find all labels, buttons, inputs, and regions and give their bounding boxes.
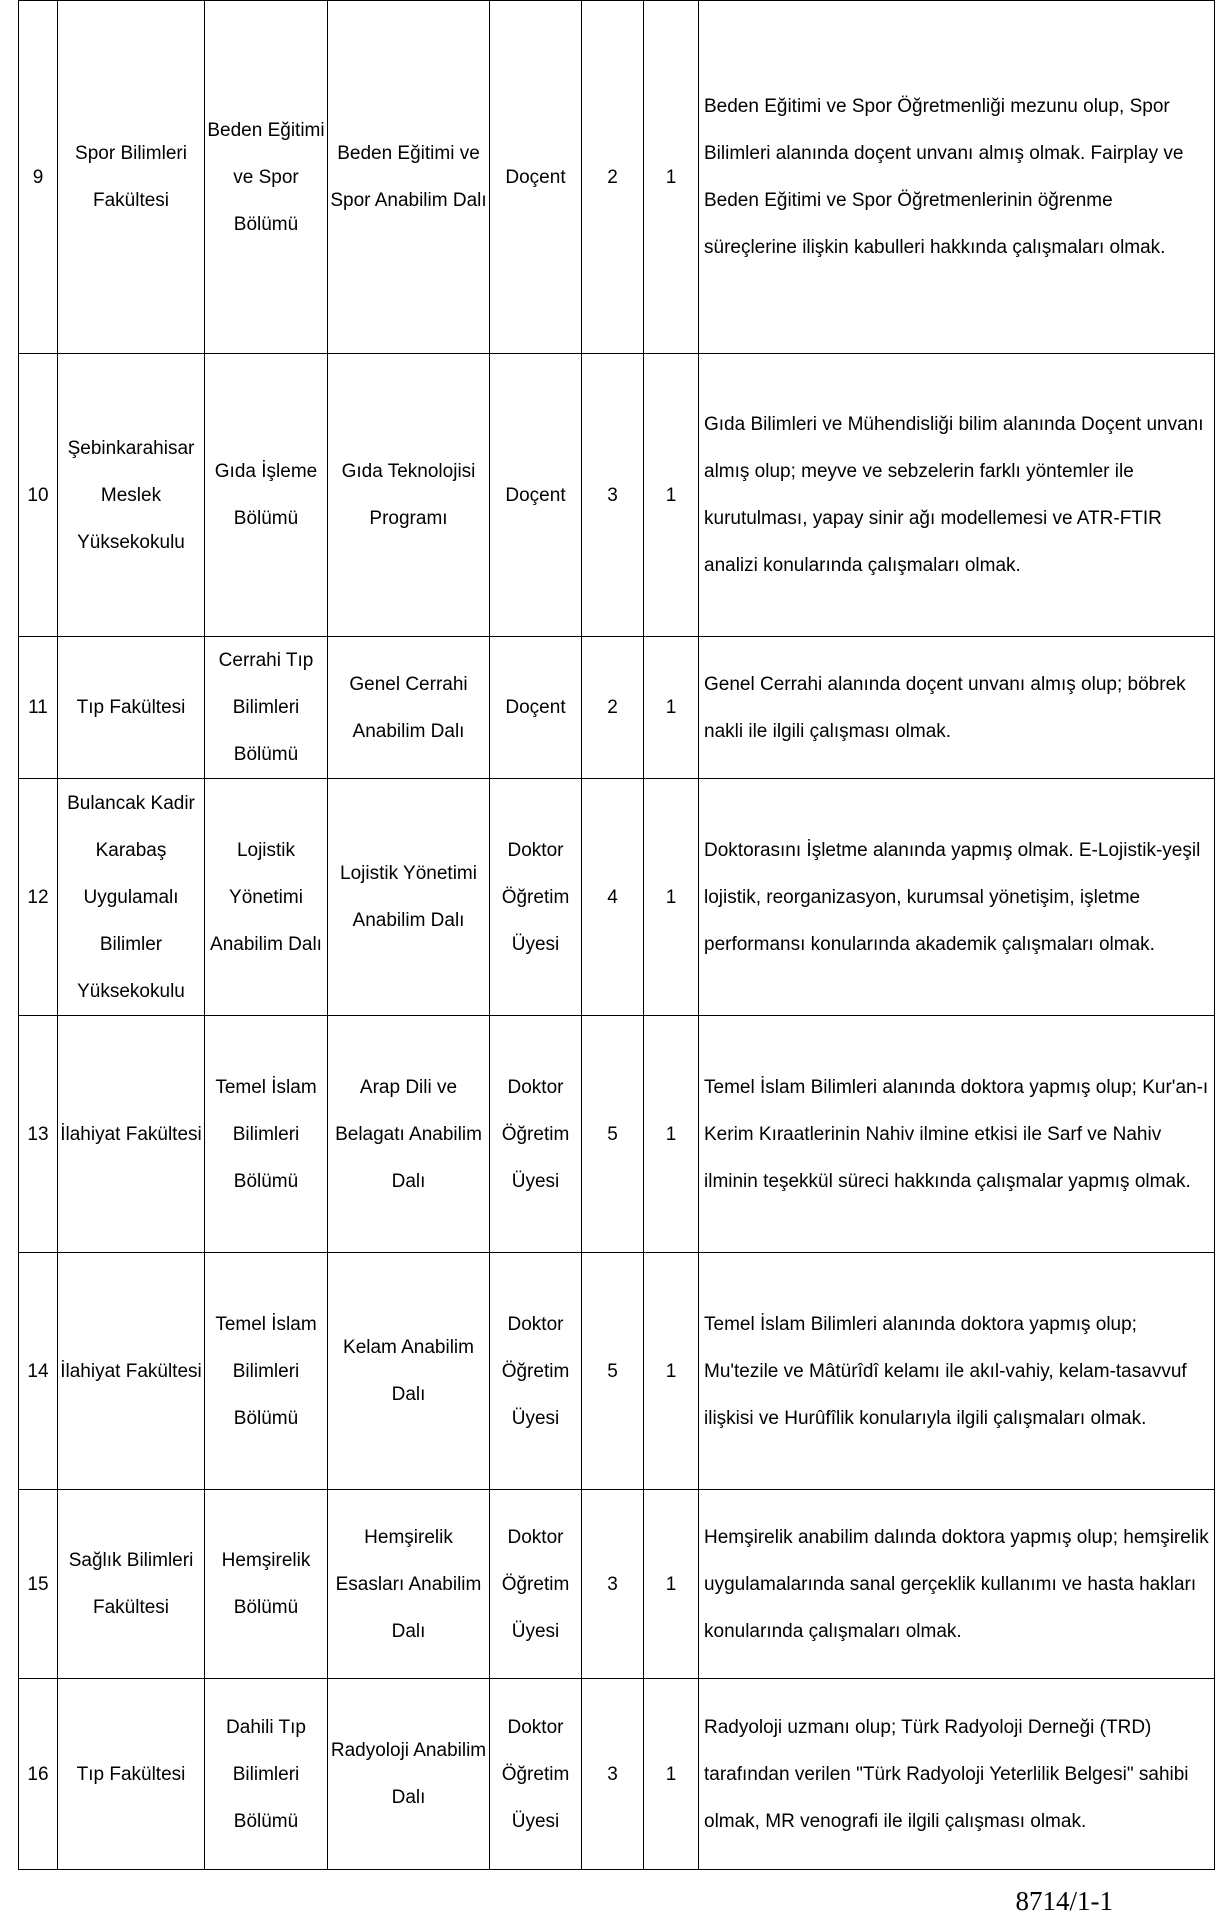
department-cell: Beden Eğitimi ve Spor Bölümü (205, 1, 328, 354)
count-cell: 1 (644, 637, 699, 779)
department-cell: Cerrahi Tıp Bilimleri Bölümü (205, 637, 328, 779)
program-cell: Genel Cerrahi Anabilim Dalı (328, 637, 490, 779)
count-cell: 1 (644, 1253, 699, 1490)
department-cell: Dahili Tıp Bilimleri Bölümü (205, 1679, 328, 1870)
unit-cell: Tıp Fakültesi (58, 637, 205, 779)
title-cell: Doktor Öğretim Üyesi (490, 1490, 582, 1679)
degree-cell: 3 (582, 354, 644, 637)
requirement-cell: Beden Eğitimi ve Spor Öğretmenliği mezunu olup, Spor Bilimleri alanında doçent unvanı almış olmak. Fairplay ve Beden Eğitimi ve Spor Öğretmenlerinin öğrenme süreçlerine ilişkin kabulleri hakkında çalışmaları olmak. (699, 1, 1215, 354)
requirement-cell: Hemşirelik anabilim dalında doktora yapmış olup; hemşirelik uygulamalarında sanal gerçeklik kullanımı ve hasta hakları konularında çalışmaları olmak. (699, 1490, 1215, 1679)
requirement-cell: Radyoloji uzmanı olup; Türk Radyoloji Derneği (TRD) tarafından verilen "Türk Radyoloji Yeterlilik Belgesi" sahibi olmak, MR venografi ile ilgili çalışması olmak. (699, 1679, 1215, 1870)
degree-cell: 2 (582, 1, 644, 354)
degree-cell: 5 (582, 1253, 644, 1490)
unit-cell: Tıp Fakültesi (58, 1679, 205, 1870)
unit-cell: İlahiyat Fakültesi (58, 1016, 205, 1253)
degree-cell: 4 (582, 779, 644, 1016)
table-row (19, 1253, 1215, 1490)
count-cell: 1 (644, 1490, 699, 1679)
degree-cell: 3 (582, 1490, 644, 1679)
title-cell: Doçent (490, 354, 582, 637)
title-cell: Doçent (490, 1, 582, 354)
program-cell: Lojistik Yönetimi Anabilim Dalı (328, 779, 490, 1016)
row-number: 11 (19, 637, 58, 779)
requirement-cell: Temel İslam Bilimleri alanında doktora yapmış olup; Kur'an-ı Kerim Kıraatlerinin Nahiv ilmine etkisi ile Sarf ve Nahiv ilminin teşekkül süreci hakkında çalışmalar yapmış olmak. (699, 1016, 1215, 1253)
title-cell: Doktor Öğretim Üyesi (490, 1679, 582, 1870)
table-row (19, 1, 1215, 354)
row-number: 15 (19, 1490, 58, 1679)
table-row (19, 637, 1215, 779)
title-cell: Doktor Öğretim Üyesi (490, 779, 582, 1016)
row-number: 9 (19, 1, 58, 354)
unit-cell: Sağlık Bilimleri Fakültesi (58, 1490, 205, 1679)
requirement-cell: Temel İslam Bilimleri alanında doktora yapmış olup; Mu'tezile ve Mâtürîdî kelamı ile akıl-vahiy, kelam-tasavvuf ilişkisi ve Hurûfîlik konularıyla ilgili çalışmaları olmak. (699, 1253, 1215, 1490)
table-row (19, 1016, 1215, 1253)
table-row (19, 779, 1215, 1016)
department-cell: Lojistik Yönetimi Anabilim Dalı (205, 779, 328, 1016)
unit-cell: Şebinkarahisar Meslek Yüksekokulu (58, 354, 205, 637)
count-cell: 1 (644, 1679, 699, 1870)
requirement-cell: Gıda Bilimleri ve Mühendisliği bilim alanında Doçent unvanı almış olup; meyve ve sebzelerin farklı yöntemler ile kurutulması, yapay sinir ağı modellemesi ve ATR-FTIR analizi konularında çalışmaları olmak. (699, 354, 1215, 637)
table-row (19, 1679, 1215, 1870)
program-cell: Kelam Anabilim Dalı (328, 1253, 490, 1490)
program-cell: Hemşirelik Esasları Anabilim Dalı (328, 1490, 490, 1679)
department-cell: Temel İslam Bilimleri Bölümü (205, 1016, 328, 1253)
row-number: 14 (19, 1253, 58, 1490)
title-cell: Doktor Öğretim Üyesi (490, 1016, 582, 1253)
degree-cell: 3 (582, 1679, 644, 1870)
unit-cell: Spor Bilimleri Fakültesi (58, 1, 205, 354)
row-number: 16 (19, 1679, 58, 1870)
table-row (19, 1490, 1215, 1679)
degree-cell: 5 (582, 1016, 644, 1253)
department-cell: Temel İslam Bilimleri Bölümü (205, 1253, 328, 1490)
count-cell: 1 (644, 1, 699, 354)
degree-cell: 2 (582, 637, 644, 779)
program-cell: Beden Eğitimi ve Spor Anabilim Dalı (328, 1, 490, 354)
count-cell: 1 (644, 354, 699, 637)
program-cell: Arap Dili ve Belagatı Anabilim Dalı (328, 1016, 490, 1253)
row-number: 10 (19, 354, 58, 637)
requirement-cell: Genel Cerrahi alanında doçent unvanı almış olup; böbrek nakli ile ilgili çalışması olmak. (699, 637, 1215, 779)
title-cell: Doktor Öğretim Üyesi (490, 1253, 582, 1490)
requirement-cell: Doktorasını İşletme alanında yapmış olmak. E-Lojistik-yeşil lojistik, reorganizasyon, kurumsal yönetişim, işletme performansı konularında akademik çalışmaları olmak. (699, 779, 1215, 1016)
title-cell: Doçent (490, 637, 582, 779)
unit-cell: Bulancak Kadir Karabaş Uygulamalı Bilimler Yüksekokulu (58, 779, 205, 1016)
department-cell: Gıda İşleme Bölümü (205, 354, 328, 637)
count-cell: 1 (644, 1016, 699, 1253)
department-cell: Hemşirelik Bölümü (205, 1490, 328, 1679)
row-number: 13 (19, 1016, 58, 1253)
positions-table (18, 0, 1215, 1870)
program-cell: Radyoloji Anabilim Dalı (328, 1679, 490, 1870)
page-code: 8714/1-1 (1015, 1886, 1113, 1916)
count-cell: 1 (644, 779, 699, 1016)
unit-cell: İlahiyat Fakültesi (58, 1253, 205, 1490)
table-row (19, 354, 1215, 637)
program-cell: Gıda Teknolojisi Programı (328, 354, 490, 637)
row-number: 12 (19, 779, 58, 1016)
